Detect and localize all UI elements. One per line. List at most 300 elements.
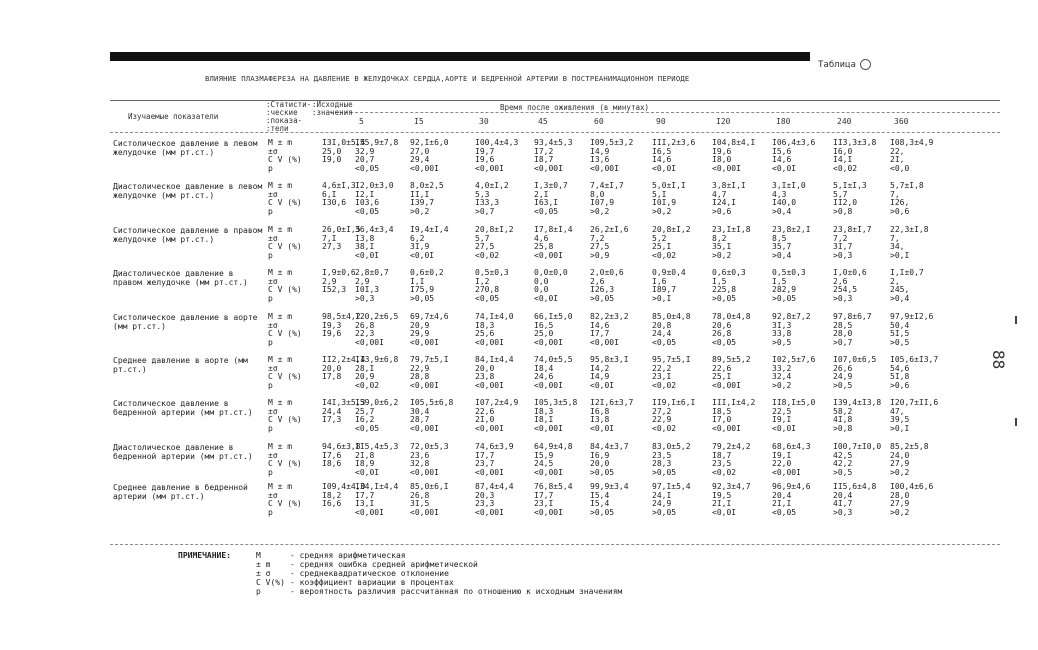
table-cell-value: I,6 (652, 276, 667, 286)
table-cell-value: I6,6 (322, 499, 342, 508)
stat-symbol: M ± m (268, 138, 293, 147)
table-cell-value: I05,6±I3,7 (890, 355, 939, 364)
time-header: 60 (594, 117, 604, 126)
table-cell-value: 93,4±5,3 (534, 138, 573, 147)
table-cell-value: 25,7 (355, 406, 375, 416)
table-cell-value: 92,8±7,2 (772, 312, 811, 321)
table-cell-value: >0,4 (890, 293, 910, 303)
table-cell (355, 443, 415, 477)
table-cell-value: I3I,0±5,4 (322, 138, 366, 147)
table-cell-value: 68,6±4,3 (772, 442, 811, 451)
table-cell-value: 28,7 (410, 415, 430, 424)
table-cell-value: 2I,0 (475, 415, 495, 424)
table-cell-value: 0,9±0,4 (652, 268, 686, 277)
table-cell-value: I,I±0,7 (890, 268, 924, 277)
table-cell-value: 5I,5 (890, 329, 910, 338)
table-cell-value: <0,00I (355, 337, 384, 347)
table-cell-value: 29,9 (410, 329, 430, 338)
stat-symbol: M ± m (268, 312, 293, 321)
table-cell-value: <0,05 (475, 293, 500, 303)
table-cell-value: 24,I (652, 490, 672, 500)
table-cell (475, 226, 535, 260)
table-cell-value: I6,2 (355, 415, 375, 424)
table-cell-value: 27,5 (590, 242, 610, 251)
table-cell-value: I3,8 (355, 233, 375, 243)
table-cell-value: I5,4 (590, 490, 610, 500)
table-cell-value: 24,5 (534, 459, 554, 468)
table-cell (652, 443, 712, 477)
table-cell (712, 139, 772, 173)
table-cell-value: 35,I (712, 242, 732, 251)
table-cell-value: >0,I (652, 293, 672, 303)
table-cell (475, 443, 535, 477)
table-cell-value: II5,4±5,3 (355, 442, 399, 451)
rule-table-bottom (110, 544, 1000, 545)
table-cell-value: 27,0 (410, 146, 430, 156)
table-cell (772, 443, 832, 477)
table-cell (772, 399, 832, 433)
header-time-group: Время после оживления (в минутах) (500, 103, 650, 112)
table-cell-value: 76,8±5,4 (534, 482, 573, 491)
table-cell-value: 7,2 (590, 233, 605, 243)
table-cell-value: 4,7 (712, 189, 727, 199)
table-cell-value: >0,8 (833, 206, 853, 216)
stat-symbol: p (268, 423, 273, 433)
table-cell-value: 22,9 (652, 415, 672, 424)
table-cell-value: 5I,8 (890, 372, 910, 381)
table-cell-value: I4,6 (652, 155, 672, 164)
table-cell-value: 3I,5 (410, 499, 430, 508)
table-cell-value: 0,0 (534, 285, 549, 294)
table-cell-value: I7,0 (712, 415, 732, 424)
table-cell (712, 356, 772, 390)
table-cell-value: 38,I (355, 242, 375, 251)
stat-symbol: M ± m (268, 442, 293, 451)
table-cell-value: 3I,3 (772, 320, 792, 330)
table-cell (833, 399, 893, 433)
table-cell-value: 5,7 (475, 233, 490, 243)
table-cell-value: <0,0I (534, 293, 559, 303)
table-cell-value: >0,3 (833, 507, 853, 517)
table-cell-value: I,3±0,7 (534, 181, 568, 190)
table-cell-value: <0,02 (833, 163, 858, 173)
table-cell-value: 97,9±I2,6 (890, 312, 934, 321)
table-cell-value: 23,8±2,I (772, 225, 811, 234)
table-cell-value: >0,2 (772, 380, 792, 390)
table-cell-value: 35,7 (772, 242, 792, 251)
table-cell (772, 313, 832, 347)
table-cell (355, 313, 415, 347)
table-cell-value: II9,I±6,I (652, 398, 696, 407)
table-cell-value: 20,8±I,2 (475, 225, 514, 234)
table-cell (590, 182, 650, 216)
table-cell-value: 25,6 (475, 329, 495, 338)
table-cell-value: >0,6 (890, 206, 910, 216)
table-cell-value: 22, (890, 146, 905, 156)
rule-header-bottom (110, 132, 1000, 133)
table-cell-value: 7,4±I,7 (590, 181, 624, 190)
table-cell (410, 182, 470, 216)
table-cell-value: 25,0 (322, 146, 342, 156)
table-cell-value: I,I (410, 276, 425, 286)
table-cell-value: 282,9 (772, 285, 797, 294)
stat-symbol: M ± m (268, 181, 293, 190)
table-cell-value: 29,4 (410, 155, 430, 164)
row-stat-symbols (268, 443, 308, 477)
table-cell-value: I7,7 (475, 450, 495, 460)
table-cell-value: 30,4 (410, 406, 430, 416)
table-cell-value: I6,9 (590, 450, 610, 460)
table-cell-value: I7,7 (355, 490, 375, 500)
table-cell-value: 20,7 (355, 155, 375, 164)
stat-symbol: ±σ (268, 146, 278, 156)
table-cell-value: I9,4±I,4 (410, 225, 449, 234)
table-cell (890, 182, 950, 216)
table-cell-value: 74,6±3,9 (475, 442, 514, 451)
table-cell-value: I04,8±4,I (712, 138, 756, 147)
table-cell-value: 23,I (652, 372, 672, 381)
table-cell-value: II5,6±4,8 (833, 482, 877, 491)
table-cell (475, 139, 535, 173)
table-cell-value: 0,6±0,2 (410, 268, 444, 277)
table-cell-value: I5,4 (590, 499, 610, 508)
table-cell (410, 356, 470, 390)
row-stat-symbols (268, 483, 308, 517)
table-cell-value: I0I,9 (652, 198, 677, 207)
row-param-label: Систолическое давление в аорте (мм рт.ст.) (113, 313, 258, 331)
table-cell (410, 269, 470, 303)
table-cell-value: 20,6 (712, 320, 732, 330)
table-cell-value: 20,8±I,2 (652, 225, 691, 234)
row-param-label: Диастолическое давление в бедренной артерии (мм рт.ст.) (113, 443, 253, 461)
table-cell (652, 399, 712, 433)
row-param-label: Диастолическое давление в левом желудочке (мм рт.ст.) (113, 182, 263, 200)
table-cell-value: 24,4 (652, 329, 672, 338)
table-cell-value: 0,0 (534, 276, 549, 286)
table-cell-value: 32,4 (772, 372, 792, 381)
table-cell-value: 20,8 (652, 320, 672, 330)
table-cell-value: 7,I (322, 233, 337, 243)
table-cell-value: I02,5±7,6 (772, 355, 816, 364)
table-cell-value: <0,00I (712, 163, 741, 173)
table-cell-value: <0,00I (590, 337, 619, 347)
table-cell (534, 269, 594, 303)
table-cell-value: <0,00I (475, 380, 504, 390)
table-cell-value: I03,6 (355, 198, 380, 207)
page-mark-icon (860, 59, 871, 70)
table-cell-value: 2,9 (322, 276, 337, 286)
stat-symbol: C V (%) (268, 285, 302, 294)
table-cell (590, 483, 650, 517)
table-cell-value: 26,2±I,6 (590, 225, 629, 234)
table-cell-value: 28,0 (833, 329, 853, 338)
table-cell-value: <0,0I (652, 163, 677, 173)
table-cell-value: >0,I (890, 250, 910, 260)
table-cell-value: I24,I (712, 198, 737, 207)
row-param-label: Среднее давление в бедренной артерии (мм рт.ст.) (113, 483, 248, 501)
table-cell (590, 443, 650, 477)
table-cell-value: I4I,3±5,3 (322, 398, 366, 407)
table-cell-value: 0,5±0,3 (475, 268, 509, 277)
table-cell-value: <0,00I (534, 507, 563, 517)
table-cell-value: >0,6 (890, 380, 910, 390)
table-cell-value: 7, (890, 189, 900, 199)
table-cell-value: 23,I (534, 499, 554, 508)
table-cell-value: 4I,7 (833, 499, 853, 508)
table-cell-value: 3,I±I,0 (772, 181, 806, 190)
header-stat-line: :тели (266, 124, 289, 133)
stat-symbol: p (268, 250, 273, 260)
table-cell-value: I6,8 (590, 406, 610, 416)
table-cell-value: 5,I (652, 189, 667, 199)
table-cell-value: I4,9 (590, 146, 610, 156)
time-header: 45 (538, 117, 548, 126)
table-cell-value: 27,2 (652, 406, 672, 416)
table-cell-value: <0,02 (475, 250, 500, 260)
stat-symbol: p (268, 337, 273, 347)
row-stat-symbols (268, 399, 308, 433)
table-cell (712, 226, 772, 260)
table-cell-value: I9,7 (475, 146, 495, 156)
table-cell-value: 22,3 (355, 329, 375, 338)
row-param-label: Систолическое давление в бедренной артерии (мм рт.ст.) (113, 399, 253, 417)
margin-mark (1015, 316, 1017, 324)
table-cell-value: 97,8±6,7 (833, 312, 872, 321)
table-cell-value: I8,7 (712, 450, 732, 460)
table-cell-value: 24,4 (322, 406, 342, 416)
row-stat-symbols (268, 356, 308, 390)
stat-symbol: p (268, 507, 273, 517)
table-cell (475, 269, 535, 303)
header-init-col (312, 101, 353, 117)
table-cell-value: <0,05 (712, 337, 737, 347)
table-cell-value: 42,5 (833, 450, 853, 460)
rule-times (330, 112, 1000, 113)
table-cell-value: 0,6±0,3 (712, 268, 746, 277)
table-cell-value: <0,00I (410, 163, 439, 173)
table-cell-value: <0,05 (355, 206, 380, 216)
table-cell-value: 47, (890, 406, 905, 416)
stat-symbol: C V (%) (268, 155, 302, 164)
table-cell (355, 182, 415, 216)
row-stat-symbols (268, 313, 308, 347)
table-cell-value: >0,05 (772, 293, 797, 303)
table-cell-value: <0,00I (534, 423, 563, 433)
table-cell-value: 23,I±I,8 (712, 225, 751, 234)
table-cell-value: 24,9 (652, 499, 672, 508)
table-cell-value: <0,00I (534, 163, 563, 173)
stat-symbol: C V (%) (268, 499, 302, 508)
table-cell-value: II,I (410, 189, 430, 199)
table-cell (833, 182, 893, 216)
table-cell (590, 226, 650, 260)
stat-symbol: p (268, 467, 273, 477)
table-cell-value: 42,2 (833, 459, 853, 468)
table-cell-value: 2,8±0,7 (355, 268, 389, 277)
header-stat-line: :Статисти- (266, 100, 312, 109)
table-cell-value: I2,I (355, 189, 375, 199)
table-cell-value: 28,3 (652, 459, 672, 468)
table-cell-value: 22,2 (652, 363, 672, 373)
table-cell-value: >0,05 (652, 507, 677, 517)
table-title: ВЛИЯНИЕ ПЛАЗМАФЕРЕЗА НА ДАВЛЕНИЕ В ЖЕЛУДОЧКАХ СЕРДЦА,АОРТЕ И БЕДРЕННОЙ АРТЕРИИ В ПОСТРЕАНИМАЦИОННОМ ПЕРИОДЕ (205, 74, 690, 83)
time-header: 30 (479, 117, 489, 126)
table-cell-value: 8,5 (772, 233, 787, 243)
table-cell (534, 443, 594, 477)
table-cell-value: >0,3 (833, 293, 853, 303)
table-cell-value: 245, (890, 285, 910, 294)
table-cell-value: >0,05 (712, 293, 737, 303)
table-cell-value: 2I,I (712, 499, 732, 508)
table-cell-value: 24,9 (833, 372, 853, 381)
table-cell-value: I,2 (475, 276, 490, 286)
table-cell-value: 84,I±4,4 (475, 355, 514, 364)
table-cell (475, 356, 535, 390)
table-cell (890, 313, 950, 347)
table-cell-value: <0,02 (652, 250, 677, 260)
time-header: 90 (656, 117, 666, 126)
table-cell (652, 356, 712, 390)
table-cell (652, 269, 712, 303)
table-cell-value: 2I, (890, 155, 905, 164)
table-cell-value: 25,8 (534, 242, 554, 251)
note-symbol: ± σ (256, 569, 271, 578)
table-cell-value: 28,I (355, 363, 375, 373)
table-cell-value: 95,8±3,I (590, 355, 629, 364)
table-cell-value: <0,00I (410, 380, 439, 390)
table-cell (652, 313, 712, 347)
table-cell-value: <0,00I (534, 337, 563, 347)
table-cell (475, 399, 535, 433)
table-cell-value: 36,4±3,4 (355, 225, 394, 234)
table-cell-value: I05,3±5,8 (534, 398, 578, 407)
stat-symbol: C V (%) (268, 415, 302, 424)
table-cell-value: 22,6 (475, 406, 495, 416)
table-cell (833, 483, 893, 517)
table-cell-value: I26,3 (590, 285, 615, 294)
table-cell-value: 74,0±5,5 (534, 355, 573, 364)
table-cell-value: 27,9 (890, 459, 910, 468)
table-cell-value: I05,5±6,8 (410, 398, 454, 407)
table-cell-value: >0,05 (590, 293, 615, 303)
table-cell-value: I8,9 (355, 459, 375, 468)
table-cell-value: 94,6±3,8 (322, 442, 361, 451)
table-cell-value: 98,5±4,2 (322, 312, 361, 321)
table-cell-value: I4,9 (590, 372, 610, 381)
table-cell-value: 2,I (534, 189, 549, 199)
table-cell-value: I59,0±6,2 (355, 398, 399, 407)
table-cell-value: 95,7±5,I (652, 355, 691, 364)
table-cell-value: 23,3 (475, 499, 495, 508)
table-cell-value: <0,00I (475, 163, 504, 173)
note-symbol: M (256, 551, 261, 560)
table-cell-value: 8,2 (712, 233, 727, 243)
stat-symbol: ±σ (268, 320, 278, 330)
table-cell-value: 5,0±I,I (652, 181, 686, 190)
table-cell-value: <0,00I (475, 507, 504, 517)
table-cell-value: I33,3 (475, 198, 500, 207)
table-cell-value: 99,9±3,4 (590, 482, 629, 491)
table-cell-value: 5,I±I,3 (833, 181, 867, 190)
table-cell-value: I,5 (712, 276, 727, 286)
table-cell-value: 26,0±I,5 (322, 225, 361, 234)
table-cell (890, 269, 950, 303)
table-cell-value: 2,6 (590, 276, 605, 286)
table-cell-value: I8,I (534, 415, 554, 424)
table-cell-value: >0,2 (590, 206, 610, 216)
table-cell (590, 139, 650, 173)
table-cell-value: I8,6 (322, 459, 342, 468)
stat-symbol: ±σ (268, 406, 278, 416)
table-cell-value: 78,0±4,8 (712, 312, 751, 321)
table-cell (534, 139, 594, 173)
table-cell-value: 20,9 (355, 372, 375, 381)
table-cell-value: 23,8 (475, 372, 495, 381)
table-cell-value: 5,2 (652, 233, 667, 243)
table-cell-value: 34, (890, 242, 905, 251)
table-cell-value: I6,0 (833, 146, 853, 156)
table-cell-value: I07,2±4,9 (475, 398, 519, 407)
table-cell-value: I4,2 (590, 363, 610, 373)
row-param-label: Среднее давление в аорте (мм рт.ст.) (113, 356, 248, 374)
note-symbol: ± m (256, 560, 271, 569)
table-cell-value: 23,5 (652, 450, 672, 460)
table-cell-value: I,5 (772, 276, 787, 286)
table-cell-value: <0,00I (590, 163, 619, 173)
table-cell-value: >0,5 (833, 380, 853, 390)
table-label: Таблица (818, 59, 871, 70)
table-cell (355, 483, 415, 517)
note-symbol: C V(%) (256, 578, 285, 587)
table-cell-value: <0,00I (475, 467, 504, 477)
table-cell-value: <0,00I (712, 423, 741, 433)
table-cell-value: I3,8 (590, 415, 610, 424)
table-cell-value: >0,2 (410, 206, 430, 216)
table-cell-value: <0,0I (355, 467, 380, 477)
table-cell-value: 2,6 (833, 276, 848, 286)
row-stat-symbols (268, 269, 308, 303)
table-cell-value: 27,3 (322, 242, 342, 251)
table-cell-value: 4,6 (534, 233, 549, 243)
table-cell (410, 443, 470, 477)
stat-symbol: ±σ (268, 363, 278, 373)
table-cell (712, 269, 772, 303)
table-cell-value: <0,00I (712, 380, 741, 390)
row-param-label: Систолическое давление в правом желудочке (мм рт.ст.) (113, 226, 263, 244)
table-cell (355, 139, 415, 173)
table-cell (410, 483, 470, 517)
table-cell-value: >0,5 (833, 467, 853, 477)
table-cell-value: I8,0 (712, 155, 732, 164)
table-cell-value: 0,0±0,0 (534, 268, 568, 277)
table-cell-value: 92,I±6,0 (410, 138, 449, 147)
table-cell (712, 483, 772, 517)
header-init-line: :Исходные (312, 100, 353, 109)
table-cell (410, 139, 470, 173)
table-cell (890, 356, 950, 390)
table-cell-value: 22,0 (772, 459, 792, 468)
stat-symbol: M ± m (268, 482, 293, 491)
table-cell-value: I7,8 (322, 372, 342, 381)
table-cell-value: 8,0 (590, 189, 605, 199)
table-cell-value: 4I,8 (833, 415, 853, 424)
table-cell-value: II2,0 (833, 198, 858, 207)
table-cell-value: I39,4±I3,8 (833, 398, 882, 407)
time-header: I20 (716, 117, 731, 126)
table-cell-value: <0,0I (772, 423, 797, 433)
table-cell-value: I,9±0,6 (322, 268, 356, 277)
table-cell-value: <0,05 (772, 507, 797, 517)
